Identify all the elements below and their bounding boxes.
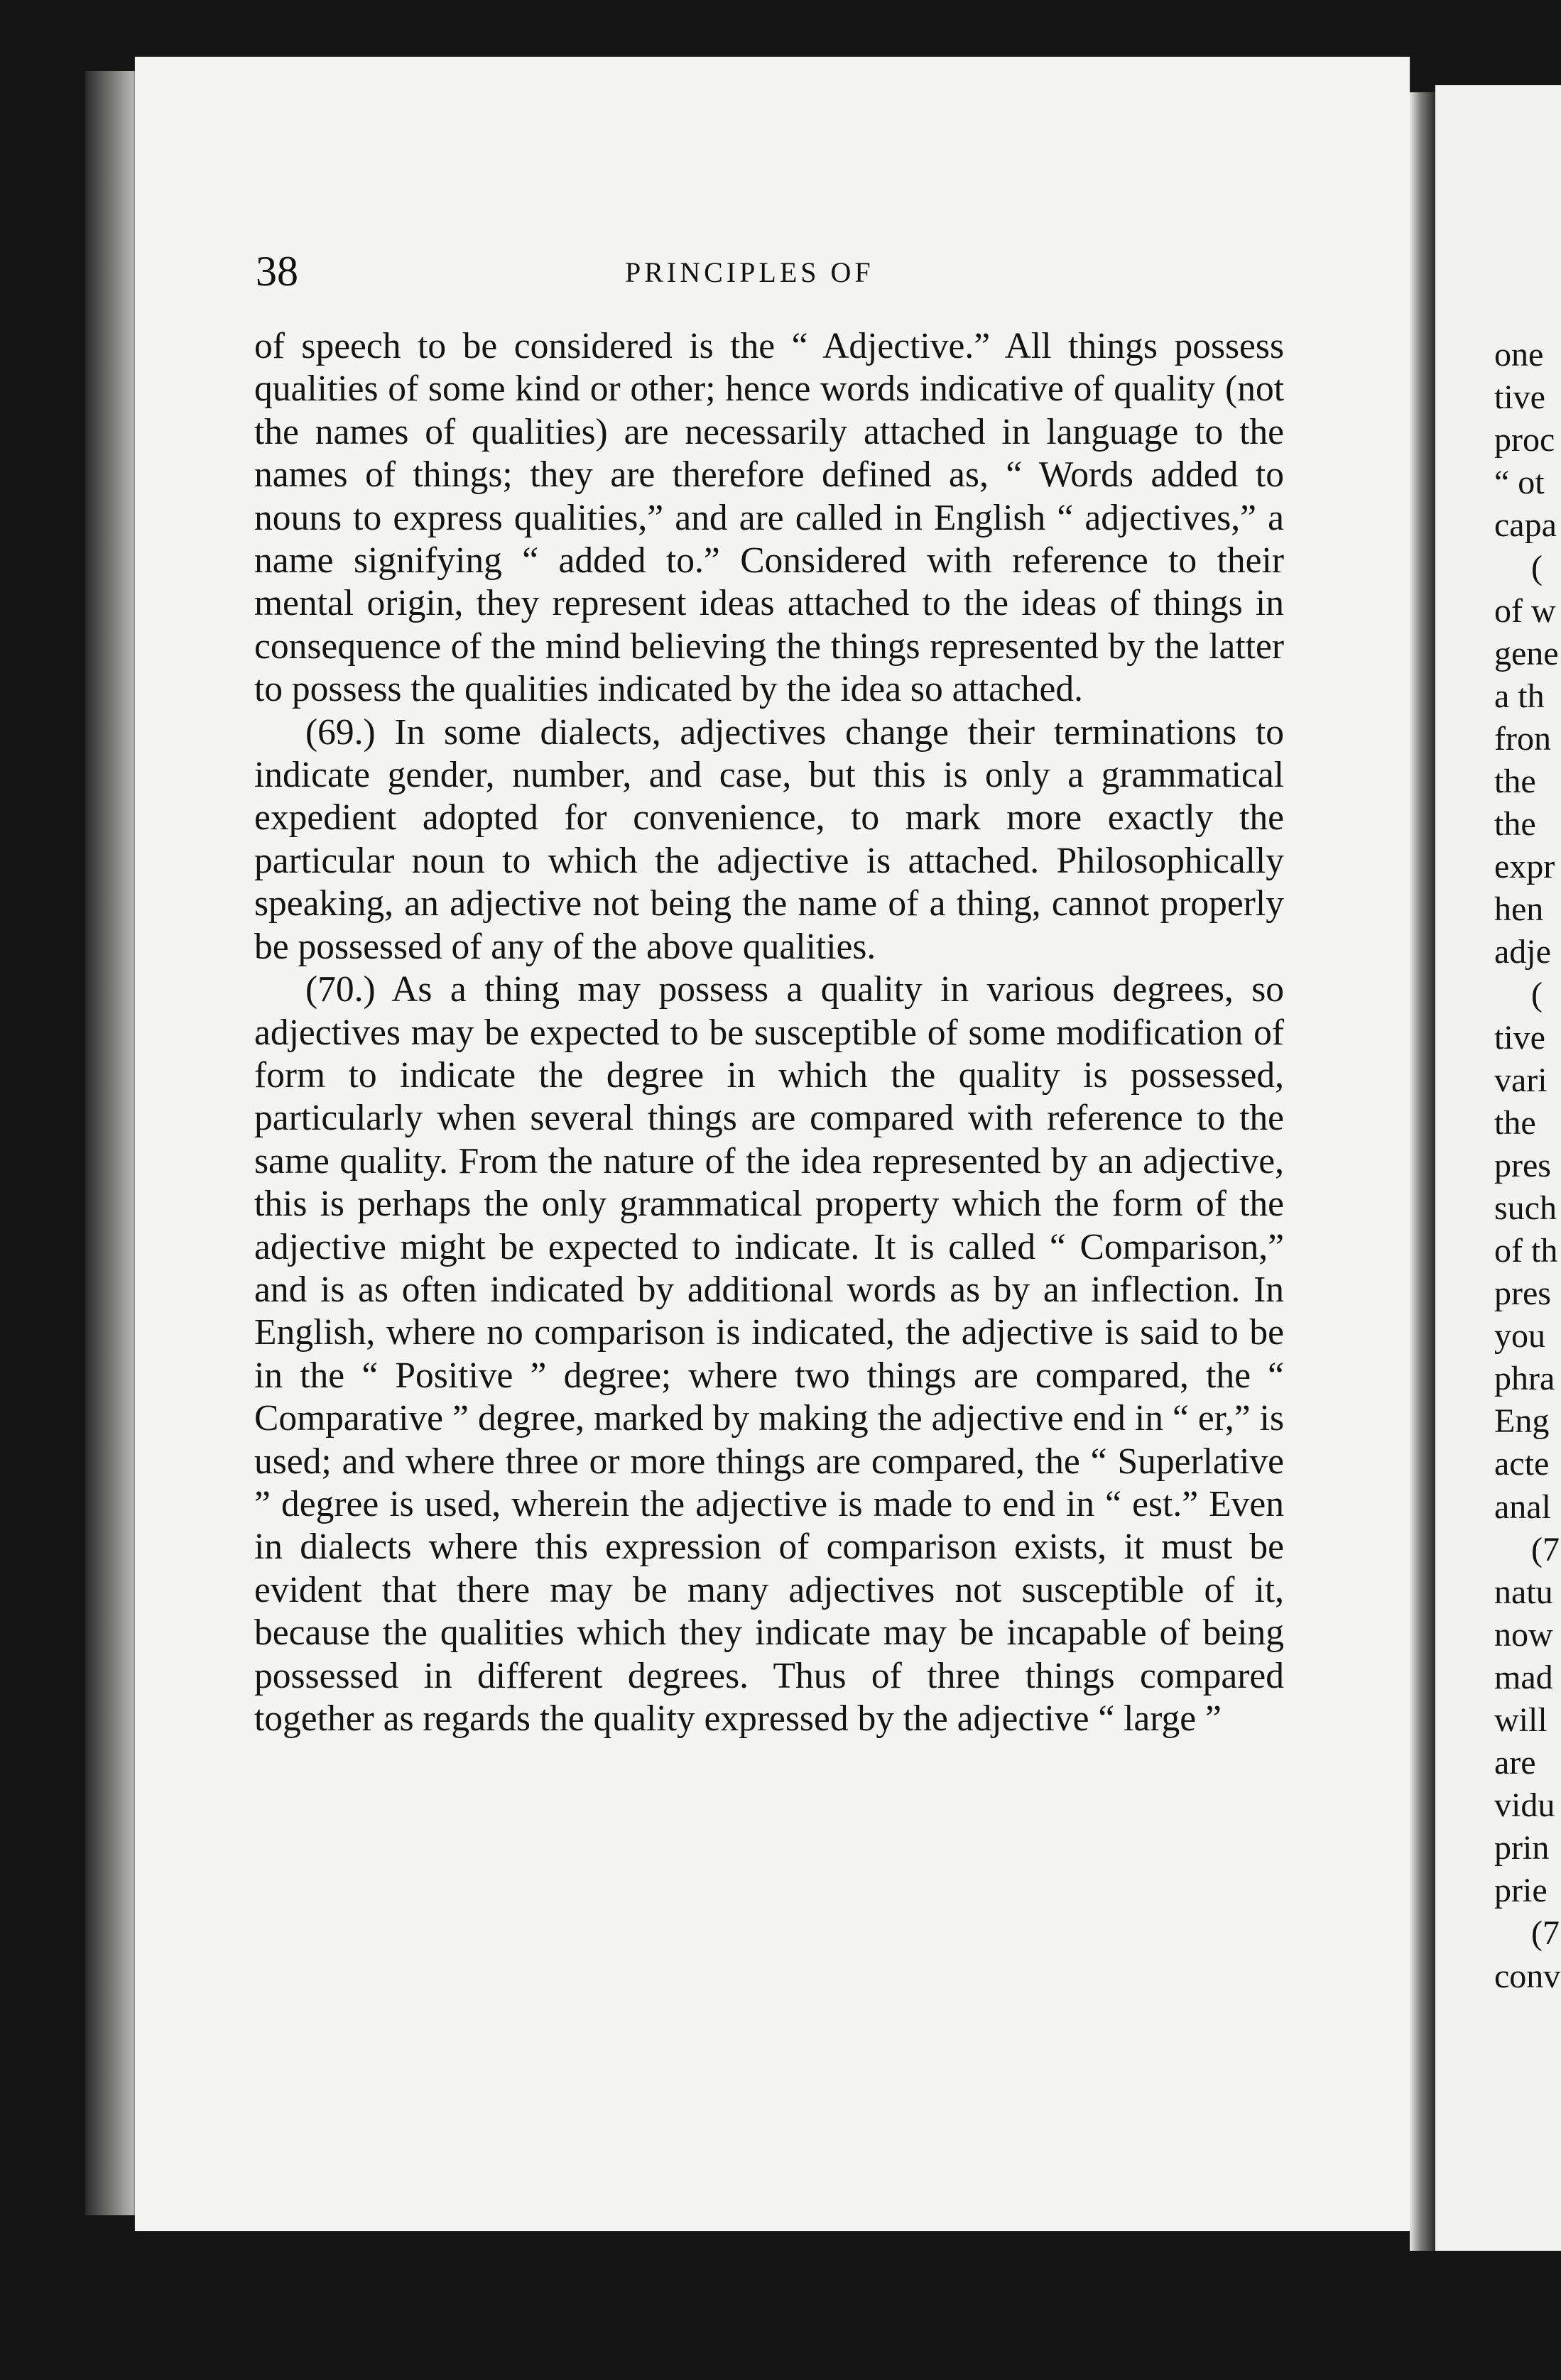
facing-page-fragment: tive [1494, 1018, 1545, 1057]
facing-page-fragment: gene [1494, 634, 1559, 672]
facing-page-fragment: of w [1494, 591, 1556, 630]
facing-page-text [1494, 334, 1561, 2109]
facing-page-fragment: now [1494, 1615, 1553, 1654]
facing-page-fragment: a th [1494, 677, 1545, 715]
paragraph: of speech to be considered is the “ Adjective.” All things possess qualities of some kind or other; hence words indicative of quality (not the names of qualities) are necessarily attached in language to the names of things; they are therefore defined as, “ Words added to nouns to express qualities,” and are called in English “ adjectives,” a name signifying “ added to.” Considered with reference to their mental origin, they represent ideas attached to the ideas of things in consequence of the mind believing the things represented by the latter to possess the qualities indicated by the idea so attached. [254, 326, 1284, 710]
facing-page-fragment: hen [1494, 890, 1544, 929]
facing-page-fragment: Eng [1494, 1402, 1550, 1441]
paragraph-69: (69.) In some dialects, adjectives change their terminations to indicate gender, number, and case, but this is only a grammatical expedient adopted for convenience, to mark more exactly the particular noun to which the adjective is attached. Philosophically speaking, an adjective not being the name of a thing, cannot properly be possessed of any of the above qualities. [254, 711, 1284, 967]
book-gutter [1410, 92, 1435, 2251]
facing-page-fragment: such [1494, 1189, 1557, 1227]
facing-page-fragment: of th [1494, 1231, 1558, 1270]
paragraph-70: (70.) As a thing may possess a quality in various degrees, so adjectives may be expected to be susceptible of some modification of form to indicate the degree in which the quality is possessed, particularly when several things are compared with reference to the same quality. From the nature of the idea represented by an adjective, this is perhaps the only grammatical property which the form of the adjective might be expected to indicate. It is called “ Comparison,” and is as often indicated by additional words as by an inflection. In English, where no comparison is indicated, the adjective is said to be in the “ Positive ” degree; where two things are compared, the “ Comparative ” degree, marked by making the adjective end in “ er,” is used; and where three or more things are compared, the “ Superlative ” degree is used, wherein the adjective is made to end in “ est.” Even in dialects where this expression of comparison exists, it must be evident that there may be many adjectives not susceptible of it, because the qualities which they indicate may be incapable of being possessed in different degrees. Thus of three things compared together as regards the quality expressed by the adjective “ large ” [254, 969, 1284, 1739]
facing-page-fragment: natu [1494, 1573, 1553, 1611]
facing-page-fragment: pres [1494, 1146, 1551, 1184]
facing-page-fragment: pres [1494, 1274, 1551, 1313]
facing-page-fragment: acte [1494, 1445, 1550, 1483]
facing-page-fragment: tive [1494, 378, 1545, 417]
facing-page-fragment: vidu [1494, 1786, 1555, 1825]
facing-page-fragment: you [1494, 1317, 1545, 1355]
body-text [254, 325, 1284, 2114]
facing-page-fragment: expr [1494, 848, 1555, 886]
facing-page-fragment: mad [1494, 1658, 1553, 1696]
facing-page-fragment: vari [1494, 1061, 1548, 1099]
facing-page-fragment: conv [1494, 1957, 1561, 1995]
facing-page-fragment: will [1494, 1701, 1548, 1739]
running-head [256, 247, 1285, 304]
facing-page-fragment: prie [1494, 1872, 1548, 1910]
page-number: 38 [256, 248, 298, 295]
facing-page-fragment: the [1494, 1103, 1536, 1142]
facing-page-fragment: fron [1494, 719, 1551, 758]
facing-page-fragment: “ ot [1494, 464, 1545, 502]
facing-page-fragment: (7 [1531, 1530, 1560, 1568]
facing-page-fragment: one [1494, 336, 1544, 373]
facing-page-fragment: the [1494, 762, 1536, 800]
facing-page-fragment: (7 [1531, 1914, 1560, 1953]
facing-page-fragment: the [1494, 805, 1536, 844]
facing-page-fragment: prin [1494, 1829, 1550, 1867]
facing-page-fragment: are [1494, 1744, 1536, 1782]
facing-page-fragment: proc [1494, 421, 1555, 459]
facing-page-fragment: ( [1531, 549, 1543, 587]
facing-page-fragment: capa [1494, 506, 1557, 545]
running-title: PRINCIPLES OF [625, 256, 874, 288]
facing-page-fragment: ( [1531, 976, 1543, 1014]
facing-page-fragment: anal [1494, 1488, 1551, 1526]
facing-page-fragment: phra [1494, 1360, 1555, 1398]
facing-page-fragment: adje [1494, 933, 1551, 971]
